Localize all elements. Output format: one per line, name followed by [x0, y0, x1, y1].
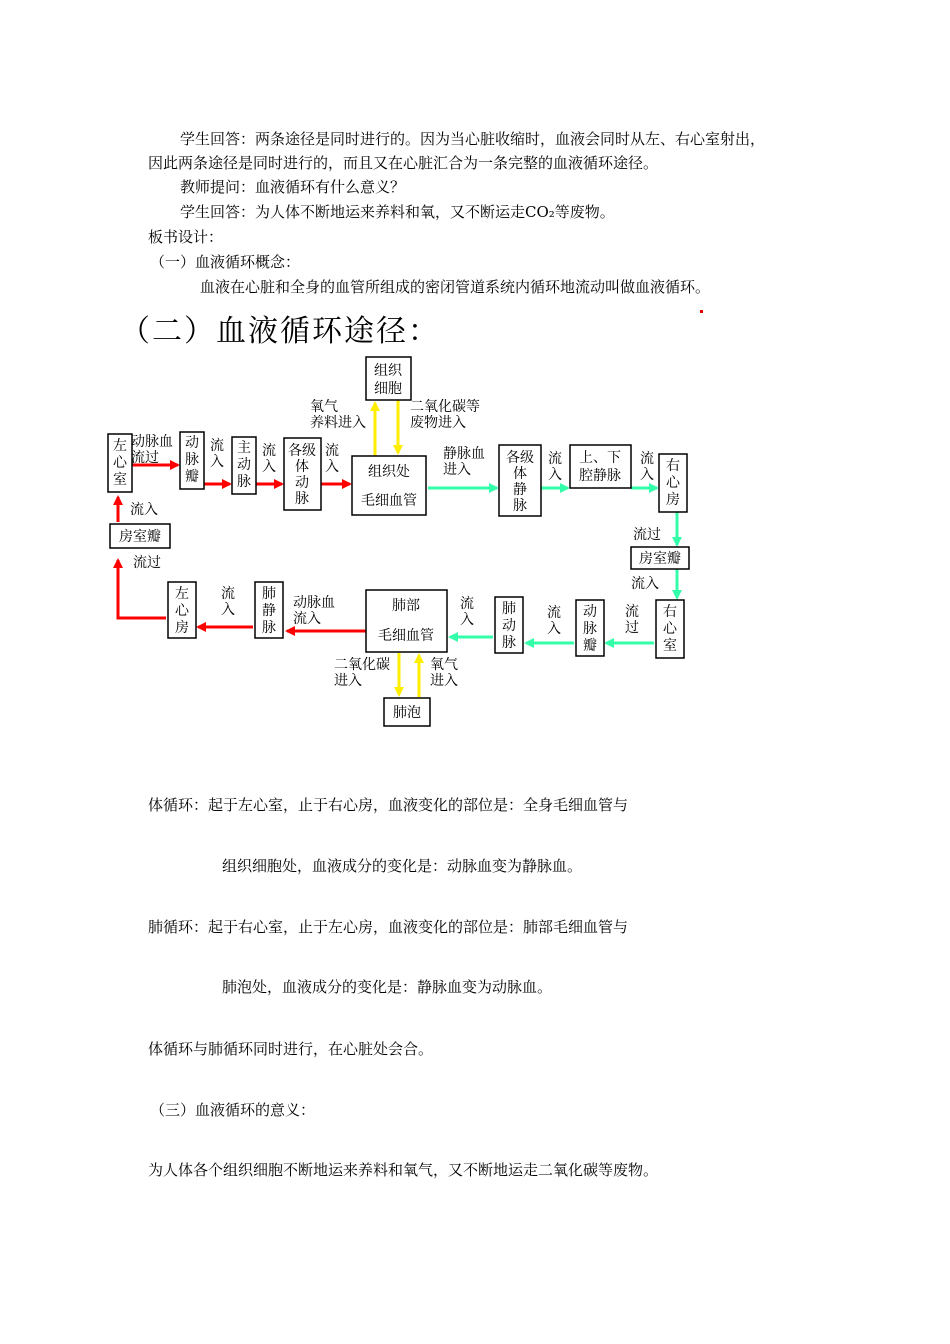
box-left-atrium-c1: 左	[175, 586, 189, 602]
box-tissue-capillary-l1: 组织处	[368, 464, 410, 480]
box-right-atrium-c2: 心	[666, 475, 680, 491]
board-design-label: 板书设计：	[148, 228, 224, 246]
box-pulmonary-valve-c2: 脉	[583, 621, 597, 637]
box-left-atrium-c3: 房	[175, 620, 189, 636]
box-pulmonary-valve-c3: 瓣	[583, 638, 597, 654]
label-oxygen-nutrient-1: 氧气	[310, 399, 338, 415]
label-flow-in-1b: 入	[210, 454, 224, 470]
box-right-ventricle-c3: 室	[663, 638, 677, 654]
summary-pulmonary-2: 肺泡处，血液成分的变化是：静脉血变为动脉血。	[222, 978, 553, 996]
box-right-av-valve	[631, 547, 689, 569]
label-venous-in-2: 进入	[443, 462, 471, 478]
box-vena-cava-l2: 腔静脉	[579, 468, 621, 484]
box-body-veins-l1: 各级	[506, 450, 534, 466]
section1-definition: 血液在心脏和全身的血管所组成的密闭管道系统内循环地流动叫做血液循环。	[200, 278, 711, 296]
label-arterial-in-1: 动脉血	[293, 595, 335, 611]
label-flow-through-lower-a: 流	[625, 604, 639, 620]
label-flow-in-lower2-a: 流	[460, 596, 474, 612]
box-aortic-valve	[180, 432, 204, 489]
label-flow-in-4a: 流	[548, 451, 562, 467]
label-oxygen-nutrient-2: 养料进入	[310, 415, 366, 431]
box-body-veins-l2: 体	[513, 466, 527, 482]
label-venous-in-1: 静脉血	[443, 446, 485, 462]
label-arterial-flow-2: 流过	[131, 450, 159, 466]
box-aorta-c2: 动	[237, 457, 251, 473]
label-co2-in-1: 二氧化碳	[334, 657, 390, 673]
box-body-arteries-l2: 体	[295, 459, 309, 475]
box-right-av-valve-label: 房室瓣	[639, 551, 681, 567]
label-flow-through-right: 流过	[633, 527, 661, 543]
paragraph-teacher-question: 教师提问：血液循环有什么意义？	[180, 178, 406, 196]
label-flow-in-lower1-a: 流	[547, 605, 561, 621]
summary-simultaneous: 体循环与肺循环同时进行，在心脏处会合。	[148, 1040, 434, 1058]
box-pulmonary-capillary-l1: 肺部	[392, 598, 420, 614]
box-tissue-cells	[366, 357, 411, 400]
label-flow-in-lower2-b: 入	[460, 612, 474, 628]
box-body-arteries-l1: 各级	[288, 443, 316, 459]
label-oxygen-in-2: 进入	[430, 673, 458, 689]
paragraph-student-answer-1b: 因此两条途径是同时进行的，而且又在心脏汇合为一条完整的血液循环途径。	[148, 154, 659, 172]
box-left-ventricle-c3: 室	[113, 472, 127, 488]
label-flow-in-3a: 流	[325, 443, 339, 459]
box-body-veins-l3: 静	[513, 482, 527, 498]
label-co2-waste-2: 废物进入	[410, 415, 466, 431]
label-arterial-flow-1: 动脉血	[131, 434, 173, 450]
label-flow-in-2a: 流	[262, 443, 276, 459]
box-pulmonary-vein-c1: 肺	[262, 586, 276, 602]
summary-systemic-1: 体循环：起于左心室，止于右心房，血液变化的部位是：全身毛细血管与	[148, 796, 629, 814]
box-alveoli-label: 肺泡	[393, 705, 421, 721]
box-pulmonary-capillary	[366, 590, 447, 652]
paragraph-student-answer-2: 学生回答：为人体不断地运来养料和氧，又不断运走CO₂等废物。	[180, 203, 615, 221]
box-left-ventricle	[108, 434, 132, 492]
section2-heading: （二）血液循环途径：	[120, 314, 440, 349]
box-aorta-c3: 脉	[237, 474, 251, 490]
section1-heading: （一）血液循环概念：	[150, 253, 301, 271]
box-right-ventricle-c1: 右	[663, 604, 677, 620]
box-body-arteries	[284, 438, 321, 510]
box-pulmonary-valve-c1: 动	[583, 604, 597, 620]
box-body-veins	[499, 445, 541, 516]
box-body-arteries-l3: 动	[295, 475, 309, 491]
box-right-atrium-c3: 房	[666, 492, 680, 508]
label-flow-in-4b: 入	[548, 467, 562, 483]
box-pulmonary-valve	[576, 600, 604, 656]
label-flow-in-lower1-b: 入	[547, 621, 561, 637]
box-pulmonary-artery-c1: 肺	[502, 601, 516, 617]
summary-pulmonary-1: 肺循环：起于右心室，止于左心房，血液变化的部位是：肺部毛细血管与	[148, 918, 629, 936]
box-tissue-cells-line1: 组织	[374, 363, 402, 379]
box-aortic-valve-c1: 动	[185, 435, 199, 451]
box-left-atrium-c2: 心	[175, 603, 189, 619]
box-body-veins-l4: 脉	[513, 498, 527, 514]
label-flow-through-lower-b: 过	[625, 620, 639, 636]
section3-significance: 为人体各个组织细胞不断地运来养料和氧气，又不断地运走二氧化碳等废物。	[148, 1161, 659, 1179]
label-flow-in-2b: 入	[262, 459, 276, 475]
label-flow-in-3b: 入	[325, 459, 339, 475]
summary-systemic-2: 组织细胞处，血液成分的变化是：动脉血变为静脉血。	[222, 857, 583, 875]
box-aortic-valve-c2: 脉	[185, 452, 199, 468]
box-aortic-valve-c3: 瓣	[185, 469, 199, 485]
box-pulmonary-vein-c3: 脉	[262, 620, 276, 636]
box-vena-cava-l1: 上、下	[579, 450, 621, 466]
label-flow-in-1a: 流	[210, 438, 224, 454]
label-arterial-in-2: 流入	[293, 611, 321, 627]
label-flow-in-lower3-b: 入	[221, 602, 235, 618]
box-right-ventricle	[656, 600, 684, 658]
box-left-av-valve-label: 房室瓣	[119, 529, 161, 545]
section3-heading: （三）血液循环的意义：	[150, 1101, 316, 1119]
label-flow-in-5b: 入	[640, 467, 654, 483]
box-left-ventricle-c2: 心	[113, 455, 127, 471]
box-left-atrium	[168, 582, 196, 638]
box-right-atrium-c1: 右	[666, 458, 680, 474]
box-right-ventricle-c2: 心	[663, 621, 677, 637]
box-pulmonary-artery	[495, 597, 523, 653]
box-body-arteries-l4: 脉	[295, 491, 309, 507]
box-pulmonary-vein	[255, 582, 283, 638]
box-tissue-capillary-l2: 毛细血管	[361, 493, 417, 509]
box-left-av-valve	[110, 524, 170, 548]
box-pulmonary-vein-c2: 静	[262, 603, 276, 619]
box-aorta-c1: 主	[237, 440, 251, 456]
box-right-atrium	[659, 454, 687, 512]
box-left-ventricle-c1: 左	[113, 438, 127, 454]
label-oxygen-in-1: 氧气	[430, 657, 458, 673]
label-flow-in-lower3-a: 流	[221, 586, 235, 602]
label-flow-through-left: 流过	[133, 555, 161, 571]
box-pulmonary-artery-c2: 动	[502, 618, 516, 634]
label-co2-waste-1: 二氧化碳等	[410, 399, 480, 415]
box-pulmonary-capillary-l2: 毛细血管	[378, 628, 434, 644]
box-pulmonary-artery-c3: 脉	[502, 635, 516, 651]
box-vena-cava	[570, 445, 631, 488]
label-co2-in-2: 进入	[334, 673, 362, 689]
paragraph-student-answer-1: 学生回答：两条途径是同时进行的。因为当心脏收缩时，血液会同时从左、右心室射出，	[180, 130, 766, 148]
box-tissue-cells-line2: 细胞	[374, 381, 402, 397]
box-tissue-capillary	[352, 456, 426, 515]
box-alveoli	[384, 698, 430, 726]
box-aorta	[232, 437, 256, 494]
label-flow-in-right: 流入	[631, 576, 659, 592]
label-flow-in-5a: 流	[640, 451, 654, 467]
label-flow-in-left: 流入	[130, 502, 158, 518]
